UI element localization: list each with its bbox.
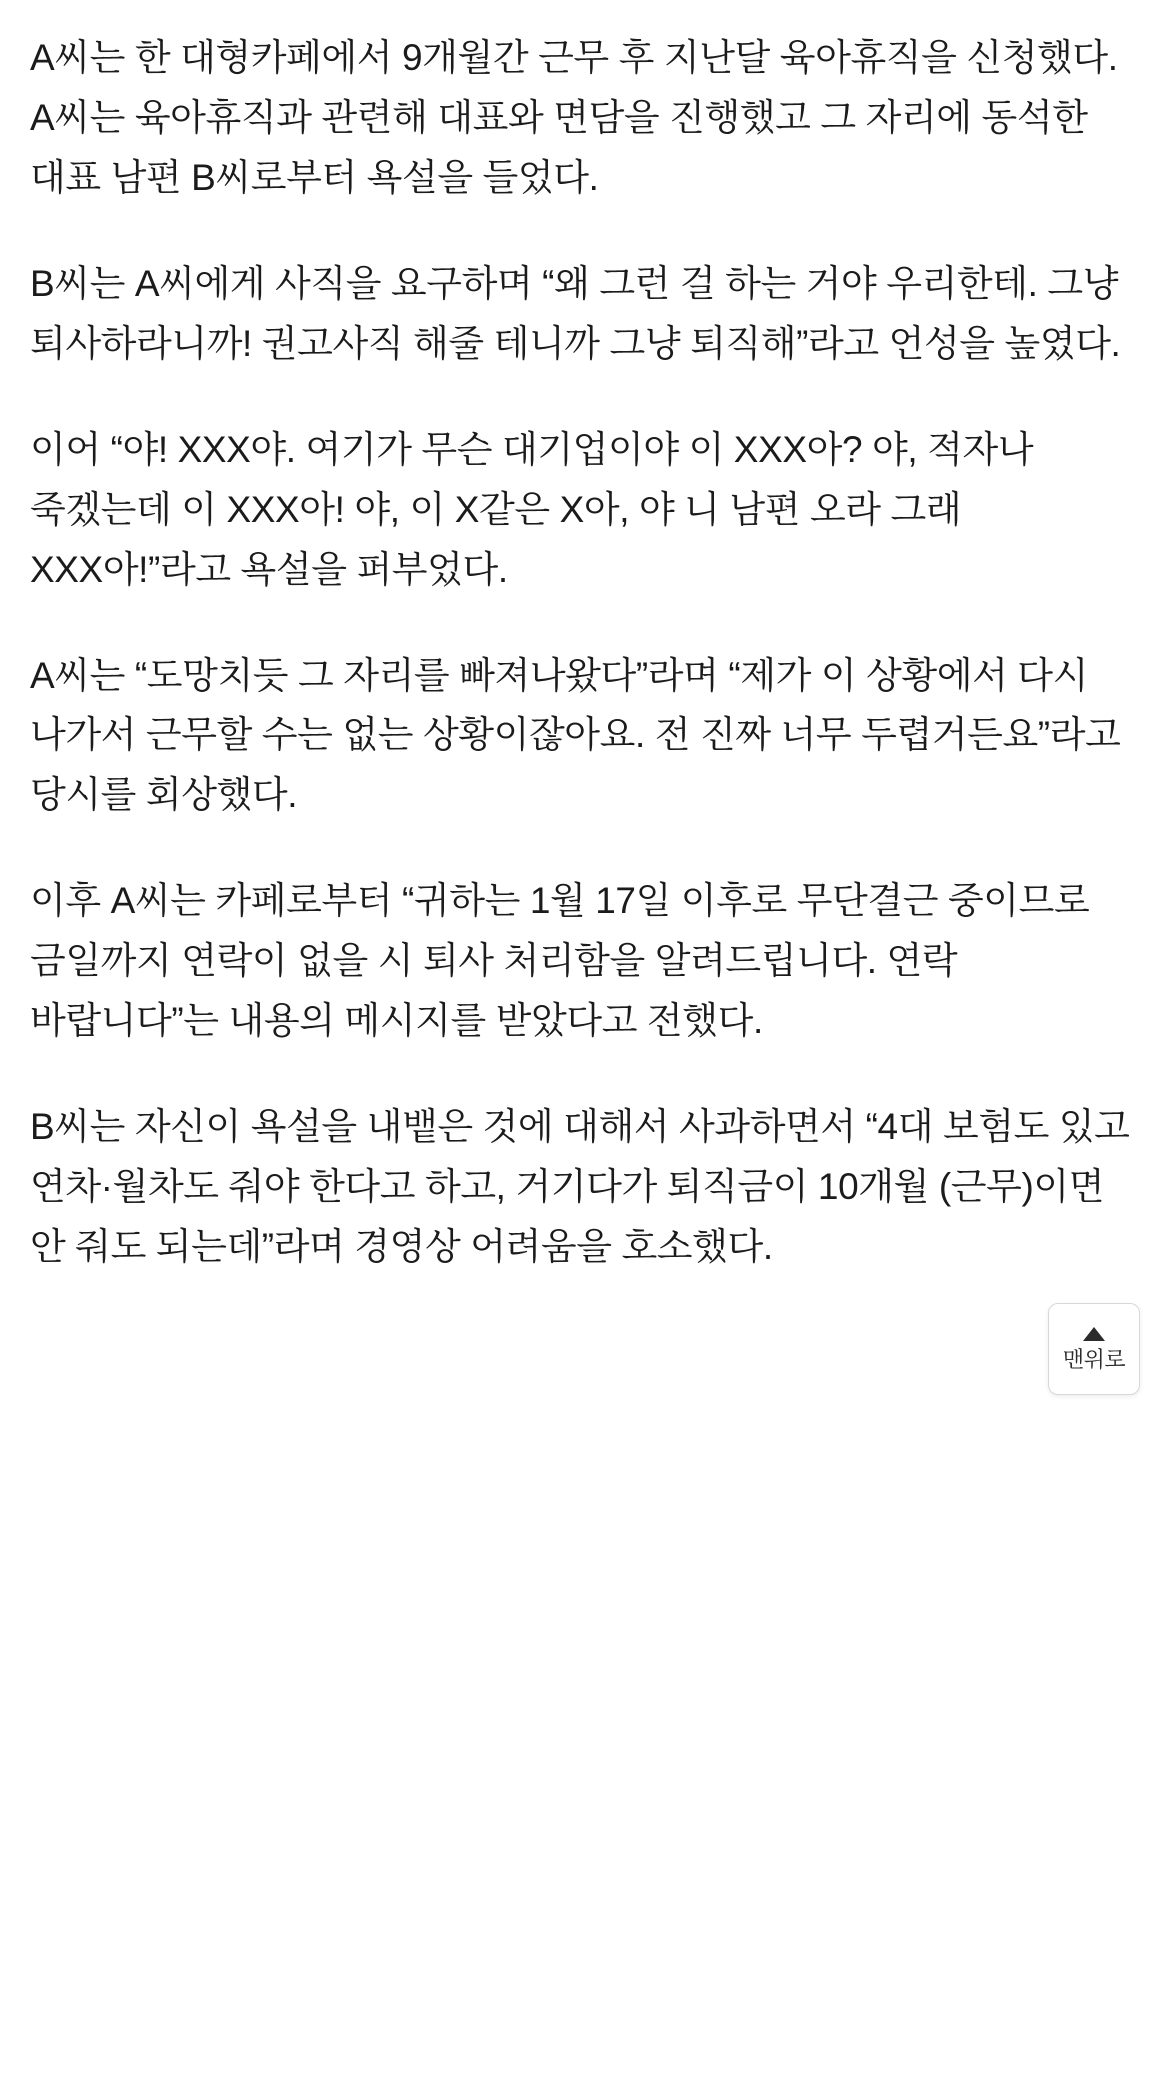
article-paragraph: A씨는 한 대형카페에서 9개월간 근무 후 지난달 육아휴직을 신청했다. A씨는 육아휴직과 관련해 대표와 면담을 진행했고 그 자리에 동석한 대표 남편 B씨로부터 욕설을 들었다. xyxy=(30,37,1118,198)
scroll-to-top-label: 맨위로 xyxy=(1062,1347,1126,1372)
article-paragraph: A씨는 “도망치듯 그 자리를 빠져나왔다”라며 “제가 이 상황에서 다시 나가서 근무할 수는 없는 상황이잖아요. 전 진짜 너무 두렵거든요”라고 당시를 회상했다. xyxy=(30,654,1121,816)
article-paragraph: B씨는 A씨에게 사직을 요구하며 “왜 그런 걸 하는 거야 우리한테. 그냥 퇴사하라니까! 권고사직 해줄 테니까 그냥 퇴직해”라고 언성을 높였다. xyxy=(30,262,1121,364)
scroll-to-top-button[interactable] xyxy=(1048,1303,1140,1395)
article-paragraph: 이후 A씨는 카페로부터 “귀하는 1월 17일 이후로 무단결근 중이므로 금일까지 연락이 없을 시 퇴사 처리함을 알려드립니다. 연락 바랍니다”는 내용의 메시지를 받았다고 전했다. xyxy=(30,880,1090,1042)
triangle-up-icon xyxy=(1083,1327,1105,1341)
article-paragraph: 이어 “야! XXX야. 여기가 무슨 대기업이야 이 XXX아? 야, 적자나 죽겠는데 이 XXX아! 야, 이 X같은 X아, 야 니 남편 오라 그래 XXX아!”라고 욕설을 퍼부었다. xyxy=(30,428,1034,590)
article-paragraph: B씨는 자신이 욕설을 내뱉은 것에 대해서 사과하면서 “4대 보험도 있고 연차·월차도 줘야 한다고 하고, 거기다가 퇴직금이 10개월 (근무)이면 안 줘도 되는데”라며 경영상 어려움을 호소했다. xyxy=(30,1106,1130,1267)
